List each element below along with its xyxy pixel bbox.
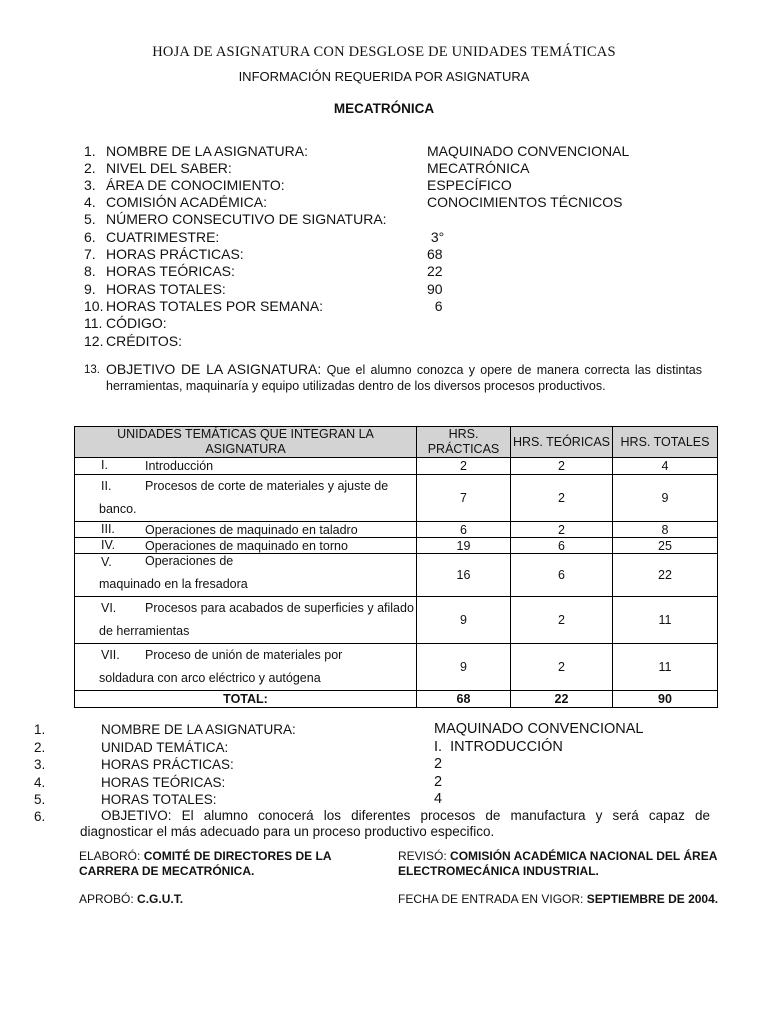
info-item [0,211,768,228]
signature-vigor [398,892,730,907]
detail-value: 2 [434,773,443,790]
table-row [75,644,718,691]
info-number: 2. [84,160,96,176]
detail-number: 3. [34,757,46,772]
info-number: 12. [84,333,104,349]
unit-detail-list [0,721,768,811]
info-label: HORAS TOTALES POR SEMANA: [106,298,324,314]
subject-info-list [0,143,768,353]
info-item [0,194,768,211]
elaboro-value: COMITÉ DE DIRECTORES DE LA CARRERA DE MECATRÓNICA. [79,849,332,878]
unit-name-cell [75,522,417,538]
column-header: HRS. PRÁCTICAS [417,427,511,458]
hours-totales: 4 [613,458,718,475]
column-header: HRS. TEÓRICAS [511,427,613,458]
info-number: 8. [84,263,96,279]
table-row [75,522,718,538]
info-label: COMISIÓN ACADÉMICA: [106,194,268,210]
unit-roman: II. [101,479,112,493]
info-value: 68 [427,246,443,262]
reviso-value: COMISIÓN ACADÉMICA NACIONAL DEL ÁREA ELECTROMECÁNICA INDUSTRIAL. [398,849,717,878]
unit-roman: VII. [101,648,120,662]
detail-value: 4 [434,791,443,807]
info-label: NÚMERO CONSECUTIVO DE SIGNATURA: [106,211,387,227]
unit-name: Introducción [145,459,214,473]
unit-objective-text: OBJETIVO: El alumno conocerá los diferentes procesos de manufactura y será capaz de diagnosticar el más adecuado para un proceso productivo especifico. [80,808,710,839]
info-label: NIVEL DEL SABER: [106,160,232,176]
info-value: CONOCIMIENTOS TÉCNICOS [427,194,623,210]
unit-name: Procesos de corte de materiales y ajuste de banco. [99,479,389,516]
unit-objective-number: 6. [34,809,46,824]
signature-reviso [398,849,728,878]
unit-roman: V. [101,555,112,569]
hours-teoricas: 6 [511,554,613,597]
info-label: HORAS TEÓRICAS: [106,263,235,279]
unit-name: Proceso de unión de materiales por soldadura con arco eléctrico y autógena [99,648,343,685]
detail-value: I. INTRODUCCIÓN [434,738,563,755]
info-number: 5. [84,211,96,227]
unit-roman: VI. [101,601,117,615]
table-row [75,458,718,475]
table-row [75,475,718,522]
hours-practicas: 7 [417,475,511,522]
detail-item [0,774,768,792]
info-label: CRÉDITOS: [106,333,182,349]
unit-roman: IV. [101,538,116,552]
info-item [0,160,768,177]
info-label: CUATRIMESTRE: [106,229,220,245]
detail-value: 2 [434,756,443,772]
objective-number: 13. [84,364,100,376]
unit-roman: III. [101,522,115,536]
hours-teoricas: 2 [511,597,613,644]
info-value: ESPECÍFICO [427,177,512,193]
info-value: 6 [427,298,443,314]
vigor-value: SEPTIEMBRE DE 2004. [586,892,719,906]
info-value: 3° [427,229,445,245]
aprobo-label: APROBÓ: [79,892,134,906]
aprobo-value: C.G.U.T. [137,892,184,906]
info-number: 6. [84,229,96,245]
unit-name-cell [75,597,417,644]
thematic-units-table [74,426,718,708]
info-value: MAQUINADO CONVENCIONAL [427,143,630,159]
info-number: 7. [84,246,96,262]
detail-label: HORAS TEÓRICAS: [101,774,226,790]
unit-name-cell [75,458,417,475]
detail-label: HORAS TOTALES: [101,792,217,807]
info-item [0,143,768,160]
hours-teoricas: 2 [511,522,613,538]
detail-number: 1. [34,722,46,737]
column-header: HRS. TOTALES [613,427,718,458]
info-item [0,281,768,298]
total-practicas: 68 [417,691,511,708]
info-item [0,177,768,194]
detail-item [0,739,768,757]
detail-item [0,721,768,739]
subject-objective [84,361,702,394]
hours-practicas: 9 [417,644,511,691]
table-total-row [75,691,718,708]
objective-text: Que el alumno conozca y opere de manera correcta las distintas herramientas, maquinaría y equipo utilizadas dentro de los diversos procesos productivos. [106,363,702,393]
unit-name: Operaciones de maquinado en taladro [145,522,358,537]
detail-label: UNIDAD TEMÁTICA: [101,739,229,755]
total-teoricas: 22 [511,691,613,708]
table-row [75,554,718,597]
total-totales: 90 [613,691,718,708]
table-row [75,597,718,644]
info-value: 90 [427,281,443,297]
unit-name-cell [75,554,417,597]
column-header: UNIDADES TEMÁTICAS QUE INTEGRAN LA ASIGNATURA [75,427,417,458]
reviso-label: REVISÓ: [398,849,447,863]
info-number: 1. [84,143,96,159]
info-value: MECATRÓNICA [427,160,530,176]
unit-name-cell [75,644,417,691]
detail-value: MAQUINADO CONVENCIONAL [434,721,644,737]
hours-teoricas: 6 [511,538,613,554]
elaboro-label: ELABORÓ: [79,849,141,863]
detail-item [0,791,768,809]
hours-totales: 8 [613,522,718,538]
signature-aprobo [79,892,369,907]
hours-teoricas: 2 [511,458,613,475]
objective-label: OBJETIVO DE LA ASIGNATURA: [106,361,322,377]
detail-number: 5. [34,792,46,807]
hours-totales: 11 [613,644,718,691]
info-number: 9. [84,281,96,297]
unit-roman: I. [101,458,108,472]
hours-totales: 25 [613,538,718,554]
vigor-label: FECHA DE ENTRADA EN VIGOR: [398,892,584,906]
detail-label: NOMBRE DE LA ASIGNATURA: [101,722,296,737]
detail-number: 2. [34,739,46,755]
table-header-row [75,427,718,458]
hours-practicas: 2 [417,458,511,475]
info-item [0,298,768,315]
info-label: ÁREA DE CONOCIMIENTO: [106,177,285,193]
unit-name-cell [75,475,417,522]
info-item [0,315,768,332]
document-subtitle: INFORMACIÓN REQUERIDA POR ASIGNATURA [238,69,530,84]
detail-item [0,756,768,774]
info-item [0,333,768,350]
unit-name: Operaciones de maquinado en torno [145,538,348,553]
hours-practicas: 6 [417,522,511,538]
hours-totales: 11 [613,597,718,644]
hours-totales: 22 [613,554,718,597]
info-item [0,263,768,280]
total-label: TOTAL: [75,691,417,708]
info-label: NOMBRE DE LA ASIGNATURA: [106,143,309,159]
info-number: 10. [84,298,104,314]
info-label: CÓDIGO: [106,315,167,331]
unit-name: Procesos para acabados de superficies y afilado de herramientas [99,601,414,638]
hours-teoricas: 2 [511,475,613,522]
info-number: 11. [84,315,103,331]
unit-name: Operaciones de maquinado en la fresadora [99,554,248,591]
info-number: 4. [84,194,96,210]
info-item [0,246,768,263]
info-item [0,229,768,246]
hours-practicas: 16 [417,554,511,597]
signature-elaboro [79,849,369,878]
hours-teoricas: 2 [511,644,613,691]
info-label: HORAS PRÁCTICAS: [106,246,244,262]
info-label: HORAS TOTALES: [106,281,226,297]
document-title: HOJA DE ASIGNATURA CON DESGLOSE DE UNIDADES TEMÁTICAS [152,44,616,60]
hours-practicas: 19 [417,538,511,554]
info-value: 22 [427,263,443,279]
detail-number: 4. [34,774,46,790]
career-name: MECATRÓNICA [333,101,435,116]
detail-label: HORAS PRÁCTICAS: [101,757,234,772]
hours-practicas: 9 [417,597,511,644]
hours-totales: 9 [613,475,718,522]
info-number: 3. [84,177,96,193]
